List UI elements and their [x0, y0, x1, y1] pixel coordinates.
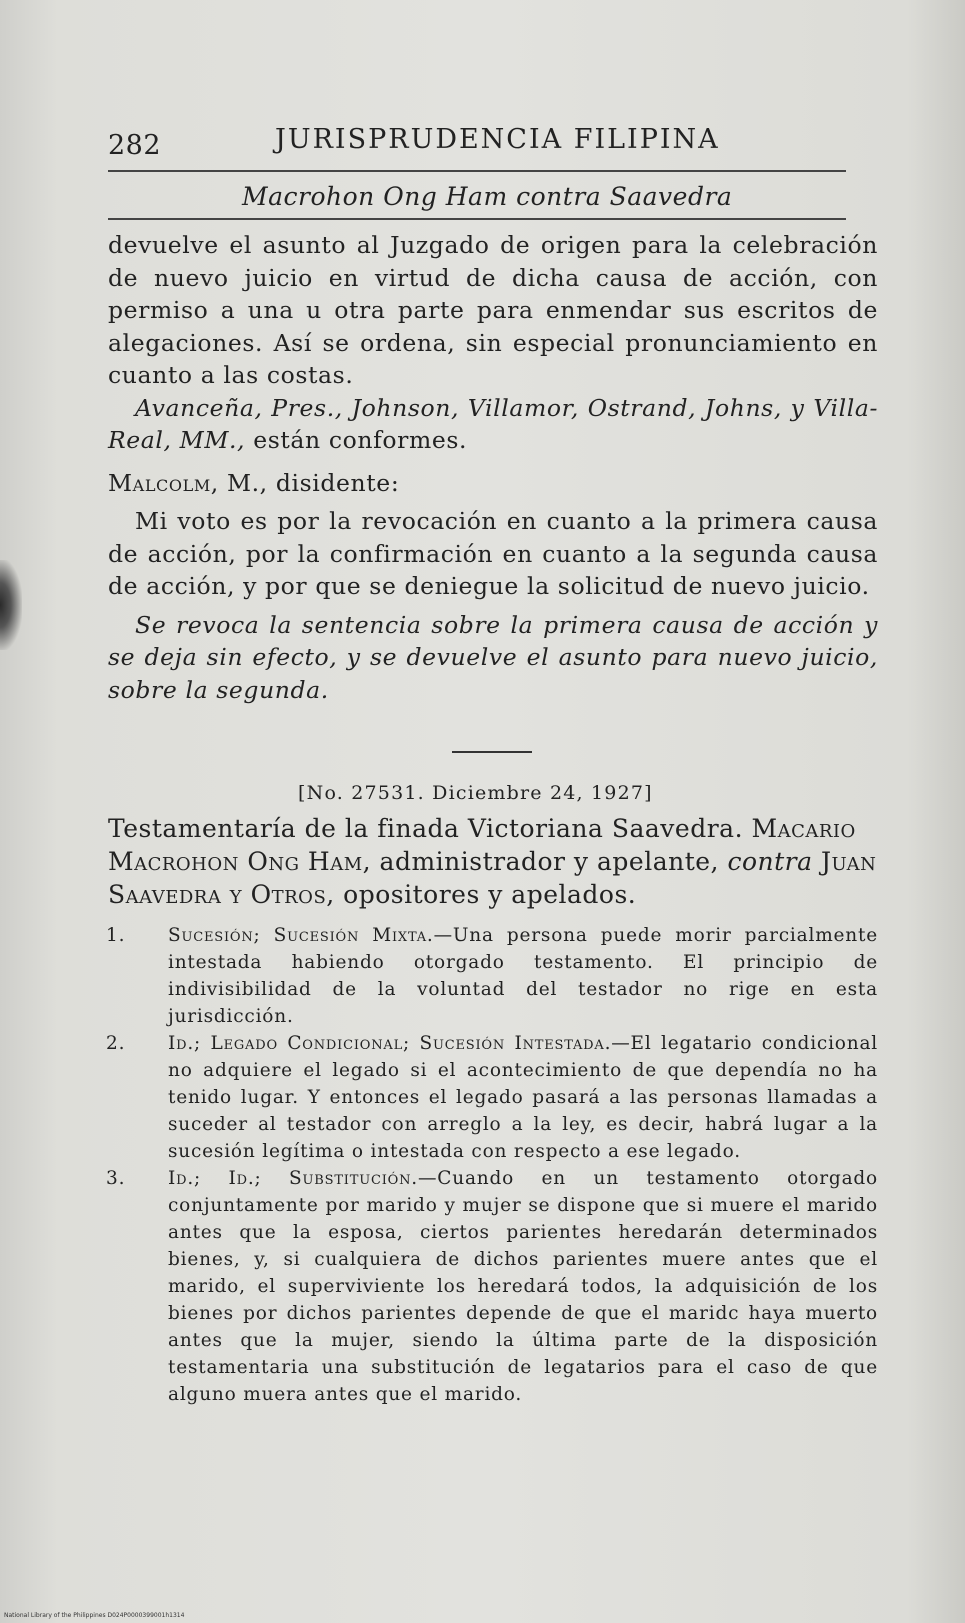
syllabus-heading: Id.; Id.; Substitución.: [168, 1168, 418, 1189]
dissent-label: disidente:: [275, 468, 400, 497]
syllabus-heading: Id.; Legado Condicional; Sucesión Intestada.: [168, 1033, 612, 1054]
case-appellant-role: administrador y apelante,: [379, 847, 719, 876]
syllabus-text: —El legatario condicional no adquiere el legado si el acontecimiento de que dependía no ha tenido lugar. Y entonces el legado pasará a las personas llamadas a suceder al testador con arreglo a la ley, es decir, habrá lugar a la sucesión legítima o intestada con respecto a ese legado.: [168, 1033, 878, 1162]
case-title-estate: Testamentaría de la finada Victoriana Saavedra.: [108, 814, 744, 843]
dissent-ruling: Se revoca la sentencia sobre la primera causa de acción y se deja sin efecto, y se devuelve el asunto para nuevo juicio, sobre la segunda.: [108, 610, 878, 704]
opening-paragraph: devuelve el asunto al Juzgado de origen para la celebración de nuevo juicio en virtud de dicha causa de acción, con permiso a una u otra parte para enmendar sus escritos de alegaciones. Así se ordena, sin especial pronunciamiento en cuanto a las costas.: [108, 231, 878, 389]
opening-section: [108, 229, 878, 706]
header-rule-top: [108, 170, 846, 172]
concurring-names: Avanceña, Pres., Johnson, Villamor, Ostrand, Johns, y Villa-Real, MM.,: [108, 393, 878, 454]
case-appellees-role: opositores y apelados.: [343, 880, 637, 909]
case-contra: contra: [727, 847, 813, 876]
case-title: [108, 812, 888, 911]
concurring-paragraph: [108, 392, 878, 457]
syllabus-number: 2.: [106, 1033, 126, 1054]
header-rule-bottom: [108, 218, 846, 220]
case-citation: [No. 27531. Diciembre 24, 1927]: [298, 782, 653, 804]
case-appellant: Macario Macrohon Ong Ham,: [108, 814, 856, 876]
concurring-tail: están conformes.: [253, 426, 468, 454]
dissent-paragraph: Mi voto es por la revocación en cuanto a la primera causa de acción, por la confirmación en cuanto a la segunda causa de acción, y por que se deniegue la solicitud de nuevo juicio.: [108, 507, 878, 600]
case-appellees: Juan Saavedra y Otros,: [108, 847, 877, 909]
syllabus-item: [106, 1165, 878, 1408]
dissent-heading: [108, 467, 878, 500]
section-divider: [452, 751, 532, 753]
dissent-name: Malcolm, M.,: [108, 468, 268, 497]
running-title: JURISPRUDENCIA FILIPINA: [275, 124, 720, 155]
syllabus-item: [106, 922, 878, 1030]
syllabus-number: 3.: [106, 1168, 126, 1189]
syllabus: [106, 922, 878, 1408]
library-stamp: National Library of the Philippines D024P0000399001h1314: [4, 1612, 185, 1619]
syllabus-heading: Sucesión; Sucesión Mixta.: [168, 925, 434, 946]
page-number: 282: [108, 130, 162, 161]
binding-shadow: [0, 560, 22, 650]
syllabus-item: [106, 1030, 878, 1165]
syllabus-text: —Cuando en un testamento otorgado conjuntamente por marido y mujer se dispone que si muere el marido antes que la esposa, ciertos parientes heredarán determinados bienes, y, si cualquiera de dichos parientes muere antes que el marido, el superviviente los heredará todos, la adquisición de los bienes por dichos parientes depende de que el maridc haya muerto antes que la mujer, siendo la última parte de la disposición testamentaria una substitución de legatarios para el caso de que alguno muera antes que el marido.: [168, 1168, 878, 1405]
case-subtitle: Macrohon Ong Ham contra Saavedra: [242, 182, 733, 211]
syllabus-number: 1.: [106, 925, 126, 946]
syllabus-text: —Una persona puede morir parcialmente intestada habiendo otorgado testamento. El principio de indivisibilidad de la voluntad del testador no rige en esta jurisdicción.: [168, 925, 878, 1027]
